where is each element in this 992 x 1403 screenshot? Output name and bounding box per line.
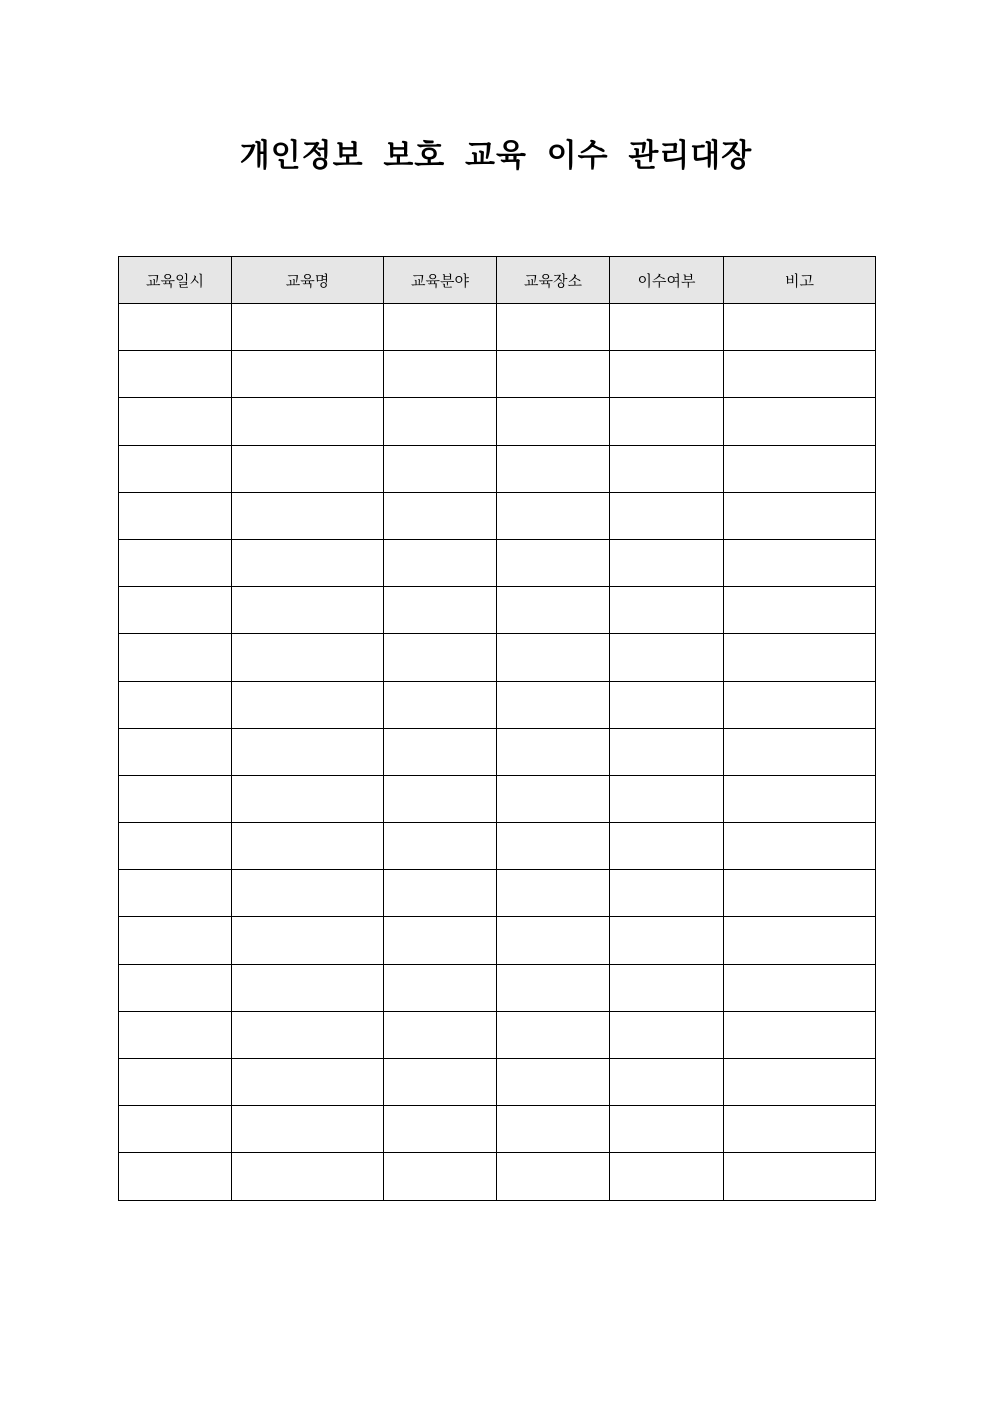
name-cell <box>232 634 384 681</box>
date-cell <box>119 304 232 351</box>
date-cell <box>119 728 232 775</box>
date-cell <box>119 681 232 728</box>
field-cell <box>384 351 497 398</box>
remarks-cell <box>724 1011 876 1058</box>
field-cell <box>384 1153 497 1200</box>
table-row <box>119 445 876 492</box>
name-cell <box>232 1106 384 1153</box>
date-cell <box>119 351 232 398</box>
name-cell <box>232 681 384 728</box>
status-cell <box>610 587 724 634</box>
table-row <box>119 823 876 870</box>
field-cell <box>384 917 497 964</box>
date-cell <box>119 964 232 1011</box>
name-cell <box>232 1153 384 1200</box>
date-cell <box>119 492 232 539</box>
remarks-cell <box>724 445 876 492</box>
date-cell <box>119 539 232 586</box>
field-cell <box>384 1059 497 1106</box>
location-cell <box>497 492 610 539</box>
location-cell <box>497 634 610 681</box>
date-cell <box>119 1011 232 1058</box>
date-cell <box>119 634 232 681</box>
name-cell <box>232 1059 384 1106</box>
remarks-cell <box>724 398 876 445</box>
table-row <box>119 351 876 398</box>
status-cell <box>610 823 724 870</box>
table-row <box>119 1011 876 1058</box>
remarks-cell <box>724 304 876 351</box>
location-cell <box>497 351 610 398</box>
status-cell <box>610 492 724 539</box>
status-cell <box>610 1106 724 1153</box>
remarks-cell <box>724 492 876 539</box>
remarks-cell <box>724 634 876 681</box>
location-cell <box>497 681 610 728</box>
remarks-cell <box>724 1153 876 1200</box>
name-cell <box>232 1011 384 1058</box>
header-completion-status: 이수여부 <box>610 257 724 304</box>
status-cell <box>610 445 724 492</box>
location-cell <box>497 964 610 1011</box>
field-cell <box>384 823 497 870</box>
date-cell <box>119 917 232 964</box>
location-cell <box>497 304 610 351</box>
location-cell <box>497 917 610 964</box>
status-cell <box>610 539 724 586</box>
status-cell <box>610 634 724 681</box>
remarks-cell <box>724 964 876 1011</box>
name-cell <box>232 492 384 539</box>
date-cell <box>119 1106 232 1153</box>
date-cell <box>119 398 232 445</box>
table-row <box>119 964 876 1011</box>
field-cell <box>384 1011 497 1058</box>
status-cell <box>610 304 724 351</box>
location-cell <box>497 1011 610 1058</box>
table-row <box>119 681 876 728</box>
page-title: 개인정보 보호 교육 이수 관리대장 <box>239 138 753 174</box>
name-cell <box>232 445 384 492</box>
field-cell <box>384 445 497 492</box>
field-cell <box>384 492 497 539</box>
date-cell <box>119 775 232 822</box>
remarks-cell <box>724 351 876 398</box>
name-cell <box>232 398 384 445</box>
status-cell <box>610 728 724 775</box>
name-cell <box>232 351 384 398</box>
location-cell <box>497 587 610 634</box>
status-cell <box>610 917 724 964</box>
remarks-cell <box>724 775 876 822</box>
status-cell <box>610 964 724 1011</box>
table-row <box>119 728 876 775</box>
location-cell <box>497 870 610 917</box>
name-cell <box>232 775 384 822</box>
header-education-field: 교육분야 <box>384 257 497 304</box>
name-cell <box>232 304 384 351</box>
field-cell <box>384 775 497 822</box>
header-education-location: 교육장소 <box>497 257 610 304</box>
header-education-name: 교육명 <box>232 257 384 304</box>
name-cell <box>232 870 384 917</box>
location-cell <box>497 1059 610 1106</box>
date-cell <box>119 445 232 492</box>
name-cell <box>232 917 384 964</box>
location-cell <box>497 1106 610 1153</box>
remarks-cell <box>724 587 876 634</box>
remarks-cell <box>724 728 876 775</box>
date-cell <box>119 1153 232 1200</box>
location-cell <box>497 775 610 822</box>
status-cell <box>610 681 724 728</box>
table-row <box>119 917 876 964</box>
header-education-date: 교육일시 <box>119 257 232 304</box>
name-cell <box>232 728 384 775</box>
field-cell <box>384 964 497 1011</box>
location-cell <box>497 1153 610 1200</box>
remarks-cell <box>724 917 876 964</box>
location-cell <box>497 398 610 445</box>
status-cell <box>610 1153 724 1200</box>
table-row <box>119 870 876 917</box>
field-cell <box>384 634 497 681</box>
field-cell <box>384 587 497 634</box>
field-cell <box>384 539 497 586</box>
table-row <box>119 1106 876 1153</box>
field-cell <box>384 398 497 445</box>
field-cell <box>384 1106 497 1153</box>
date-cell <box>119 587 232 634</box>
location-cell <box>497 539 610 586</box>
table-row <box>119 304 876 351</box>
status-cell <box>610 775 724 822</box>
field-cell <box>384 681 497 728</box>
status-cell <box>610 351 724 398</box>
table-row <box>119 1153 876 1200</box>
date-cell <box>119 870 232 917</box>
location-cell <box>497 823 610 870</box>
education-record-table <box>118 256 876 1201</box>
table-row <box>119 398 876 445</box>
remarks-cell <box>724 539 876 586</box>
name-cell <box>232 539 384 586</box>
table-row <box>119 539 876 586</box>
table-header-row <box>119 257 876 304</box>
remarks-cell <box>724 1106 876 1153</box>
remarks-cell <box>724 681 876 728</box>
remarks-cell <box>724 1059 876 1106</box>
status-cell <box>610 1011 724 1058</box>
status-cell <box>610 870 724 917</box>
location-cell <box>497 445 610 492</box>
table-row <box>119 775 876 822</box>
field-cell <box>384 304 497 351</box>
name-cell <box>232 587 384 634</box>
remarks-cell <box>724 823 876 870</box>
status-cell <box>610 1059 724 1106</box>
field-cell <box>384 870 497 917</box>
remarks-cell <box>724 870 876 917</box>
table-body <box>119 304 876 1201</box>
header-remarks: 비고 <box>724 257 876 304</box>
date-cell <box>119 823 232 870</box>
table-row <box>119 587 876 634</box>
table-row <box>119 634 876 681</box>
status-cell <box>610 398 724 445</box>
table-row <box>119 492 876 539</box>
name-cell <box>232 823 384 870</box>
location-cell <box>497 728 610 775</box>
name-cell <box>232 964 384 1011</box>
field-cell <box>384 728 497 775</box>
table-row <box>119 1059 876 1106</box>
date-cell <box>119 1059 232 1106</box>
